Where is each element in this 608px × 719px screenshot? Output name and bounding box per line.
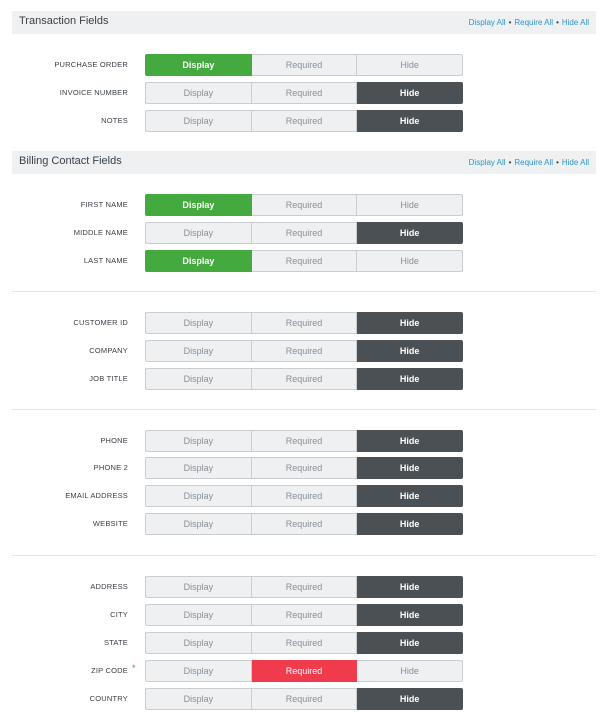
section-header-transaction-fields xyxy=(12,11,596,34)
display-option-button[interactable]: Display xyxy=(145,660,252,682)
hide-option-button[interactable]: Hide xyxy=(357,513,463,535)
field-label: NOTES xyxy=(101,116,128,125)
section-divider xyxy=(12,555,596,556)
field-row-last-name xyxy=(0,250,608,272)
required-option-button[interactable]: Required xyxy=(252,340,358,362)
field-label: WEBSITE xyxy=(92,519,128,528)
required-option-button[interactable]: Required xyxy=(252,194,358,216)
required-asterisk: * xyxy=(132,663,136,673)
hide-option-button[interactable]: Hide xyxy=(357,430,463,452)
field-label: EMAIL ADDRESS xyxy=(65,491,128,500)
display-option-button[interactable]: Display xyxy=(145,513,252,535)
section-divider xyxy=(12,409,596,410)
field-row-country xyxy=(0,688,608,710)
visibility-toggle xyxy=(145,194,463,216)
visibility-toggle xyxy=(145,312,463,334)
hide-option-button[interactable]: Hide xyxy=(357,368,463,390)
field-row-customer-id xyxy=(0,312,608,334)
bulk-actions xyxy=(469,18,589,27)
require-all-link[interactable]: Require All xyxy=(514,18,554,27)
field-row-state xyxy=(0,632,608,654)
required-option-button[interactable]: Required xyxy=(252,576,358,598)
display-option-button[interactable]: Display xyxy=(145,604,252,626)
visibility-toggle xyxy=(145,513,463,535)
field-label: JOB TITLE xyxy=(89,374,128,383)
field-label: LAST NAME xyxy=(83,256,128,265)
field-row-address xyxy=(0,576,608,598)
display-all-link[interactable]: Display All xyxy=(468,158,506,167)
field-row-phone-2 xyxy=(0,457,608,479)
hide-option-button[interactable]: Hide xyxy=(357,194,463,216)
field-label: STATE xyxy=(103,638,128,647)
visibility-toggle xyxy=(145,368,463,390)
display-option-button[interactable]: Display xyxy=(145,632,252,654)
hide-option-button[interactable]: Hide xyxy=(357,54,463,76)
display-option-button[interactable]: Display xyxy=(145,82,252,104)
visibility-toggle xyxy=(145,250,463,272)
field-label: ZIP CODE xyxy=(91,666,128,675)
required-option-button[interactable]: Required xyxy=(252,82,358,104)
section-header-billing-contact-fields xyxy=(12,151,596,174)
field-row-website xyxy=(0,513,608,535)
field-label: PHONE 2 xyxy=(93,463,128,472)
field-label: COUNTRY xyxy=(89,694,128,703)
field-label: CITY xyxy=(110,610,128,619)
field-row-notes xyxy=(0,110,608,132)
visibility-toggle xyxy=(145,110,463,132)
hide-option-button[interactable]: Hide xyxy=(357,82,463,104)
hide-all-link[interactable]: Hide All xyxy=(561,18,589,27)
required-option-button[interactable]: Required xyxy=(252,312,358,334)
hide-option-button[interactable]: Hide xyxy=(357,485,463,507)
field-row-email-address xyxy=(0,485,608,507)
section-divider xyxy=(12,291,596,292)
separator-dot: • xyxy=(508,18,512,27)
field-label: MIDDLE NAME xyxy=(73,228,128,237)
display-option-button[interactable]: Display xyxy=(145,457,252,479)
required-option-button[interactable]: Required xyxy=(252,110,358,132)
separator-dot: • xyxy=(556,18,559,27)
hide-all-link[interactable]: Hide All xyxy=(561,158,589,167)
required-option-button[interactable]: Required xyxy=(252,513,358,535)
required-option-button[interactable]: Required xyxy=(252,632,358,654)
visibility-toggle xyxy=(145,660,463,682)
hide-option-button[interactable]: Hide xyxy=(357,222,463,244)
hide-option-button[interactable]: Hide xyxy=(357,312,463,334)
field-row-zip-code xyxy=(0,660,608,682)
required-option-button[interactable]: Required xyxy=(252,222,358,244)
required-option-button[interactable]: Required xyxy=(252,368,358,390)
field-label: CUSTOMER ID xyxy=(73,318,128,327)
section-title: Billing Contact Fields xyxy=(19,155,122,167)
visibility-toggle xyxy=(145,222,463,244)
field-row-first-name xyxy=(0,194,608,216)
required-option-button[interactable]: Required xyxy=(252,485,358,507)
field-row-purchase-order xyxy=(0,54,608,76)
visibility-toggle xyxy=(145,632,463,654)
field-row-middle-name xyxy=(0,222,608,244)
field-row-phone xyxy=(0,430,608,452)
field-label: ADDRESS xyxy=(90,582,128,591)
display-all-link[interactable]: Display All xyxy=(468,18,506,27)
hide-option-button[interactable]: Hide xyxy=(357,660,463,682)
visibility-toggle xyxy=(145,457,463,479)
display-option-button[interactable]: Display xyxy=(145,340,252,362)
display-option-button[interactable]: Display xyxy=(145,688,252,710)
display-option-button[interactable]: Display xyxy=(145,430,252,452)
field-row-invoice-number xyxy=(0,82,608,104)
field-label: INVOICE NUMBER xyxy=(59,88,128,97)
field-label: FIRST NAME xyxy=(80,200,128,209)
separator-dot: • xyxy=(556,158,559,167)
display-option-button[interactable]: Display xyxy=(145,576,252,598)
display-option-button[interactable]: Display xyxy=(145,222,252,244)
visibility-toggle xyxy=(145,604,463,626)
visibility-toggle xyxy=(145,430,463,452)
required-option-button[interactable]: Required xyxy=(252,430,358,452)
hide-option-button[interactable]: Hide xyxy=(357,340,463,362)
visibility-toggle xyxy=(145,576,463,598)
required-option-button[interactable]: Required xyxy=(252,688,358,710)
required-option-button[interactable]: Required xyxy=(252,604,358,626)
display-option-button[interactable]: Display xyxy=(145,368,252,390)
field-row-city xyxy=(0,604,608,626)
required-option-button[interactable]: Required xyxy=(252,457,358,479)
hide-option-button[interactable]: Hide xyxy=(357,110,463,132)
visibility-toggle xyxy=(145,54,463,76)
display-option-button[interactable]: Display xyxy=(145,312,252,334)
bulk-actions xyxy=(469,158,589,167)
field-label: PHONE xyxy=(100,436,128,445)
require-all-link[interactable]: Require All xyxy=(514,158,554,167)
hide-option-button[interactable]: Hide xyxy=(357,604,463,626)
hide-option-button[interactable]: Hide xyxy=(357,632,463,654)
display-option-button[interactable]: Display xyxy=(145,110,252,132)
required-option-button[interactable]: Required xyxy=(252,660,358,682)
field-label: PURCHASE ORDER xyxy=(54,60,128,69)
display-option-button[interactable]: Display xyxy=(145,54,252,76)
required-option-button[interactable]: Required xyxy=(252,250,358,272)
field-row-company xyxy=(0,340,608,362)
required-option-button[interactable]: Required xyxy=(252,54,358,76)
hide-option-button[interactable]: Hide xyxy=(357,250,463,272)
visibility-toggle xyxy=(145,485,463,507)
hide-option-button[interactable]: Hide xyxy=(357,457,463,479)
visibility-toggle xyxy=(145,340,463,362)
separator-dot: • xyxy=(508,158,512,167)
display-option-button[interactable]: Display xyxy=(145,250,252,272)
hide-option-button[interactable]: Hide xyxy=(357,688,463,710)
display-option-button[interactable]: Display xyxy=(145,194,252,216)
visibility-toggle xyxy=(145,82,463,104)
field-label: COMPANY xyxy=(89,346,128,355)
hide-option-button[interactable]: Hide xyxy=(357,576,463,598)
field-row-job-title xyxy=(0,368,608,390)
display-option-button[interactable]: Display xyxy=(145,485,252,507)
visibility-toggle xyxy=(145,688,463,710)
section-title: Transaction Fields xyxy=(19,15,109,27)
